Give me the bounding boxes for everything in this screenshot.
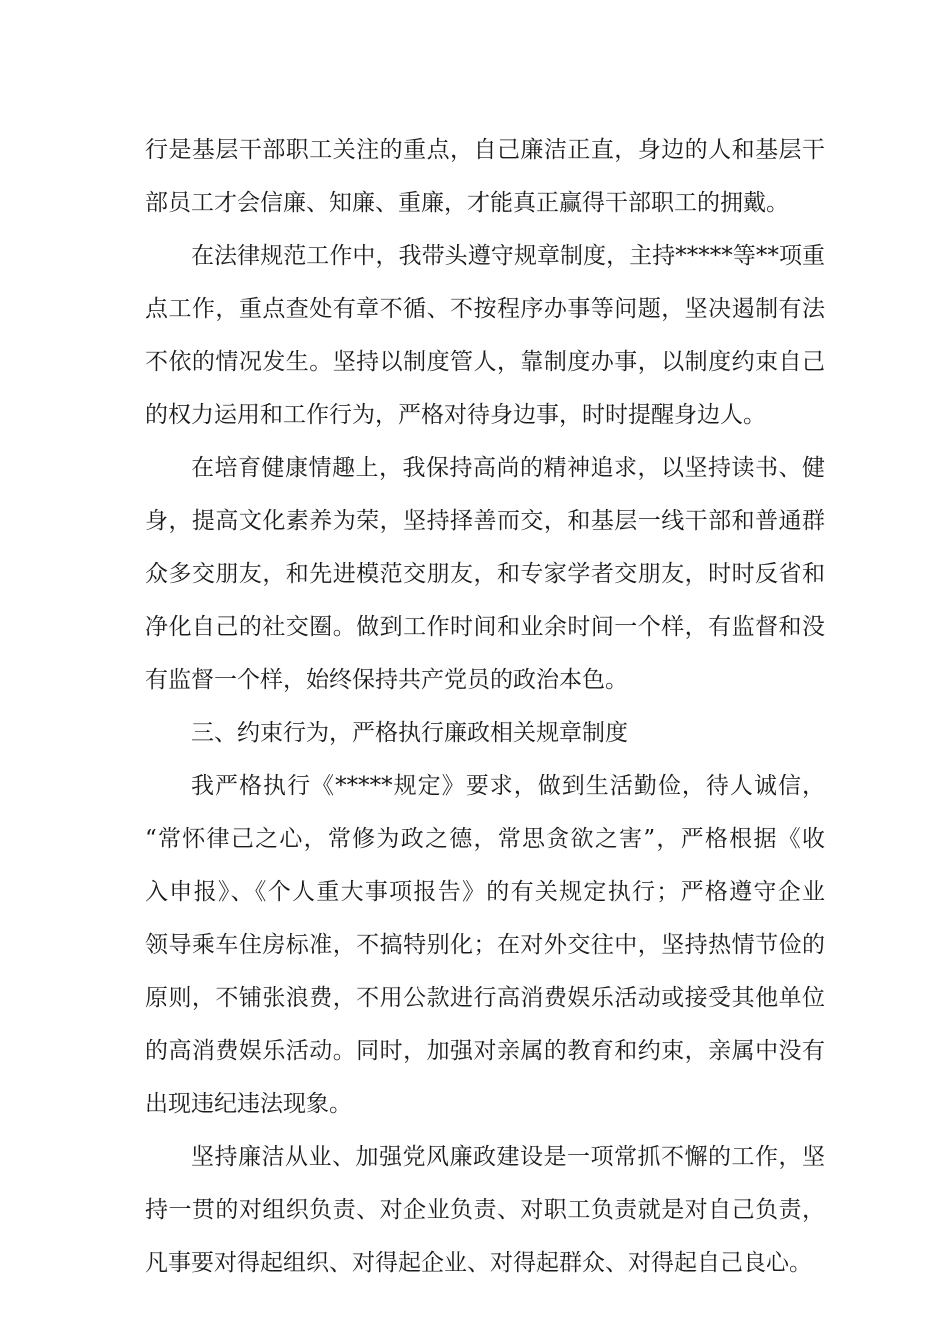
text-line: 入申报》、《个人重大事项报告》的有关规定执行；严格遵守企业 [145,879,825,905]
text-line: 出现违纪违法现象。 [145,1091,352,1117]
text-line: 凡事要对得起组织、对得起企业、对得起群众、对得起自己良心。 [145,1250,812,1276]
paragraph-first-line: 我严格执行《*****规定》要求，做到生活勤俭，待人诚信， [191,773,825,799]
paragraph-first-line: 在培育健康情趣上，我保持高尚的精神追求，以坚持读书、健 [191,455,825,481]
text-line: 持一贯的对组织负责、对企业负责、对职工负责就是对自己负责， [145,1197,825,1223]
text-line: 不依的情况发生。坚持以制度管人，靠制度办事，以制度约束自己 [145,349,825,375]
text-line: “常怀律己之心，常修为政之德，常思贪欲之害”，严格根据《收 [145,826,825,852]
section-heading: 三、约束行为，严格执行廉政相关规章制度 [191,720,628,746]
text-line: 的高消费娱乐活动。同时，加强对亲属的教育和约束，亲属中没有 [145,1038,825,1064]
text-line: 净化自己的社交圈。做到工作时间和业余时间一个样，有监督和没 [145,614,825,640]
text-line: 的权力运用和工作行为，严格对待身边事，时时提醒身边人。 [145,402,766,428]
text-line: 领导乘车住房标准，不搞特别化；在对外交往中，坚持热情节俭的 [145,932,825,958]
text-line: 原则，不铺张浪费，不用公款进行高消费娱乐活动或接受其他单位 [145,985,825,1011]
text-line: 部员工才会信廉、知廉、重廉，才能真正赢得干部职工的拥戴。 [145,190,789,216]
text-line: 众多交朋友，和先进模范交朋友，和专家学者交朋友，时时反省和 [145,561,825,587]
text-line: 行是基层干部职工关注的重点，自己廉洁正直，身边的人和基层干 [145,137,825,163]
text-line: 有监督一个样，始终保持共产党员的政治本色。 [145,667,628,693]
paragraph-first-line: 坚持廉洁从业、加强党风廉政建设是一项常抓不懈的工作，坚 [191,1144,825,1170]
text-line: 身，提高文化素养为荣，坚持择善而交，和基层一线干部和普通群 [145,508,825,534]
paragraph-first-line: 在法律规范工作中，我带头遵守规章制度，主持*****等**项重 [191,243,825,269]
text-line: 点工作，重点查处有章不循、不按程序办事等问题，坚决遏制有法 [145,296,825,322]
